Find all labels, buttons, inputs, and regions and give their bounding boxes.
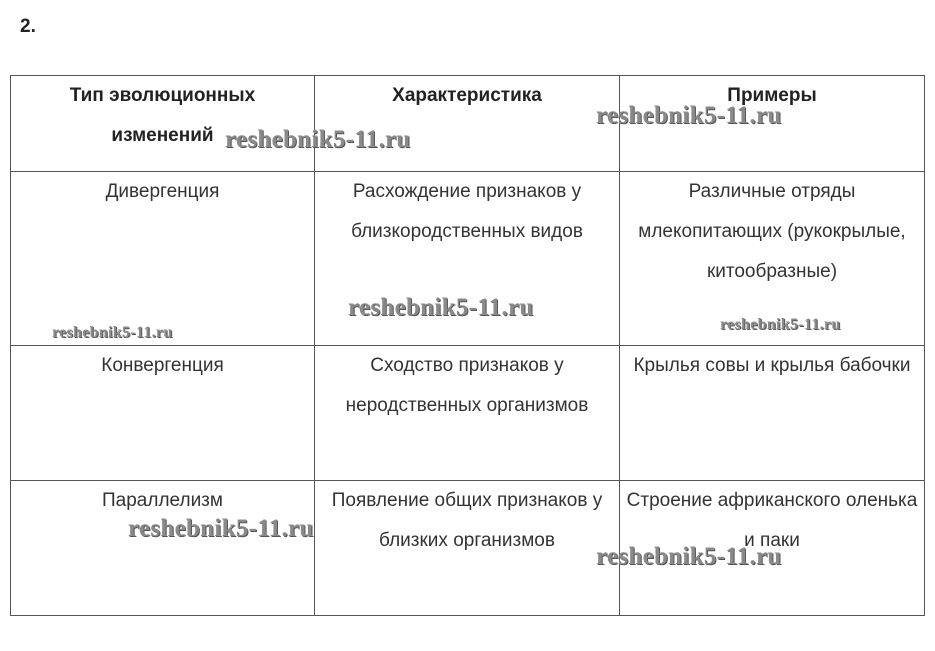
cell-examples: Строение африканского оленька и паки <box>620 481 925 616</box>
watermark: reshebnik5-11.ru <box>225 126 411 153</box>
watermark: reshebnik5-11.ru <box>720 316 841 333</box>
cell-examples: Различные отряды млекопитающих (рукокрылые, китообразные) <box>620 172 925 346</box>
table-header-row <box>11 76 925 172</box>
watermark: reshebnik5-11.ru <box>596 102 782 129</box>
header-type: Тип эволюционных изменений <box>11 76 315 172</box>
task-number: 2. <box>20 16 36 37</box>
cell-characteristic: Сходство признаков у неродственных организмов <box>315 346 620 481</box>
table-row <box>11 481 925 616</box>
cell-type: Конвергенция <box>11 346 315 481</box>
cell-examples: Крылья совы и крылья бабочки <box>620 346 925 481</box>
header-examples: Примеры <box>620 76 925 172</box>
watermark: reshebnik5-11.ru <box>128 515 314 542</box>
watermark: reshebnik5-11.ru <box>348 294 534 321</box>
watermark: reshebnik5-11.ru <box>52 324 173 341</box>
cell-type: Параллелизм <box>11 481 315 616</box>
evolution-table <box>10 75 925 616</box>
table-row <box>11 172 925 346</box>
cell-type: Дивергенция <box>11 172 315 346</box>
cell-characteristic: Появление общих признаков у близких организмов <box>315 481 620 616</box>
cell-characteristic: Расхождение признаков у близкородственных видов <box>315 172 620 346</box>
header-characteristic: Характеристика <box>315 76 620 172</box>
watermark: reshebnik5-11.ru <box>596 543 782 570</box>
table-row <box>11 346 925 481</box>
